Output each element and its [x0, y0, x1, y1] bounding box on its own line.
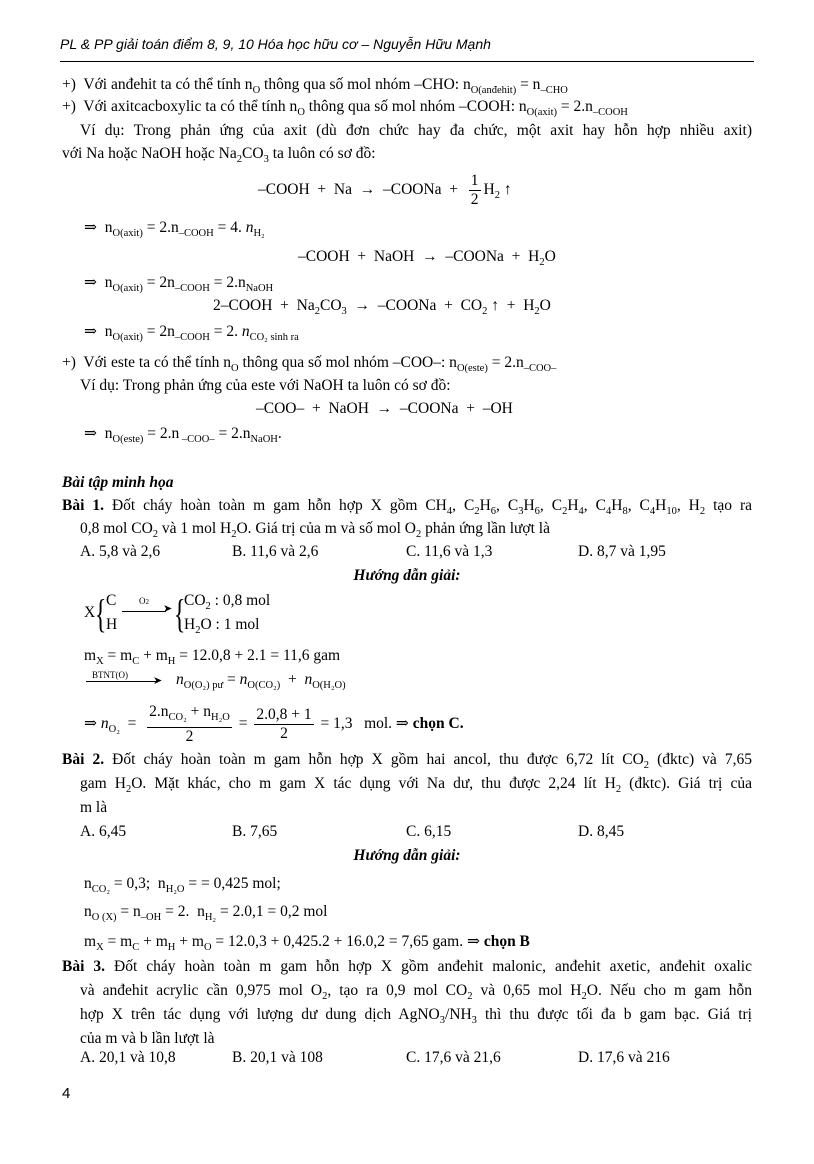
subscript: 3 — [263, 154, 269, 165]
subscript: O(este) — [112, 434, 144, 445]
text: –COOH + NaOH → –COONa + H — [298, 248, 540, 265]
text: thì thu được tối đa b gam bạc. Giá trị — [476, 1006, 752, 1023]
italic-text: n — [176, 671, 184, 688]
subscript: –COOH — [174, 332, 210, 343]
italic-text: n — [304, 671, 313, 688]
subscript: 3 — [439, 1015, 445, 1026]
text: 2.n — [149, 703, 169, 720]
text: ⇒ n — [84, 274, 113, 291]
equation-naoh — [298, 247, 556, 273]
text: = n — [516, 76, 541, 93]
text: +) Với este ta có thể tính n — [62, 354, 232, 371]
problem-2 — [62, 750, 752, 776]
text: ⇒ n — [84, 219, 113, 236]
text: của m và b lần lượt là — [80, 1030, 215, 1047]
text: –COO– + NaOH → –COONa + –OH — [256, 400, 513, 417]
text: (đktc) và 7,65 — [649, 751, 752, 768]
text: 0,8 mol CO — [80, 520, 153, 537]
text: thông qua số mol nhóm –COO–: n — [238, 354, 457, 371]
text: O. Nếu cho m gam hỗn — [586, 982, 753, 999]
text: + m — [139, 933, 168, 950]
bold-text: Bài tập minh họa — [62, 474, 174, 491]
option-a — [80, 542, 160, 562]
text: = = 0,425 mol; — [184, 875, 281, 892]
text: = 12.0,8 + 2.1 = 11,6 gam — [175, 647, 341, 664]
fraction — [254, 706, 313, 743]
fraction — [469, 172, 481, 209]
text: D. 8,45 — [578, 823, 625, 840]
option-a — [80, 822, 126, 842]
text: A. 6,45 — [80, 823, 127, 840]
subscript: 3 — [471, 1015, 477, 1026]
section-heading — [62, 473, 174, 493]
italic-text: n — [100, 715, 109, 733]
text: C. 11,6 và 1,3 — [406, 543, 493, 560]
text: , C — [539, 497, 563, 514]
subscript: 2 — [314, 306, 320, 317]
subscript: 2 — [615, 784, 622, 795]
subscript: –COOH — [592, 107, 628, 118]
text: 2 — [280, 725, 288, 742]
btnt-equation — [176, 670, 346, 696]
subscript: –COO– — [523, 363, 557, 374]
numerator — [254, 706, 313, 725]
text: C. 17,6 và 21,6 — [406, 1049, 501, 1066]
text: = 2.n — [556, 98, 593, 115]
result-na2co3 — [84, 322, 299, 348]
subscript: 10 — [666, 506, 677, 517]
subscript: 2 — [581, 991, 587, 1002]
text: với Na hoặc NaOH hoặc Na — [62, 145, 237, 162]
text: + m — [175, 933, 204, 950]
scheme-h2o: $H_2O$ : 1 mol — [184, 616, 260, 636]
bold-text: Bài 1. — [62, 497, 104, 514]
text: và anđehit acrylic cần 0,975 mol O — [80, 982, 323, 999]
text: H — [483, 181, 495, 199]
text: O — [539, 297, 551, 314]
text: D. 17,6 và 216 — [578, 1049, 670, 1066]
text: + — [280, 671, 305, 688]
subscript: O — [252, 85, 261, 96]
equation-na2co3 — [213, 296, 551, 322]
text: = 2.n — [487, 354, 524, 371]
text: B. 20,1 và 108 — [232, 1049, 323, 1066]
subscript: C — [132, 942, 140, 953]
text: CO — [319, 297, 342, 314]
subscript: 2 — [534, 306, 540, 317]
bold-text: Bài 3. — [62, 958, 106, 975]
equation-este — [256, 399, 513, 419]
scheme-reagent: O2 — [139, 596, 149, 606]
text: = — [119, 715, 145, 733]
text: 2 — [470, 191, 479, 208]
subscript: O₂ — [108, 724, 120, 736]
text: + n — [186, 703, 211, 720]
scheme-c: C — [106, 592, 117, 609]
text: → –COONa + CO — [346, 297, 483, 314]
text: + m — [139, 647, 168, 664]
subscript: 8 — [622, 506, 628, 517]
page-number: 4 — [62, 1085, 71, 1102]
text: , tạo ra 0,9 mol CO — [327, 982, 468, 999]
subscript: O (X) — [91, 912, 117, 923]
solution-heading — [0, 566, 814, 586]
text: thông qua số mol nhóm –CHO: n — [260, 76, 471, 93]
text: A. 5,8 và 2,6 — [80, 543, 161, 560]
italic-text: n — [239, 671, 248, 688]
fraction — [147, 703, 232, 746]
subscript: 2 — [236, 154, 243, 165]
subscript: 3 — [518, 506, 524, 517]
subscript: H₂ — [253, 228, 265, 239]
numerator — [147, 703, 232, 728]
text: O. Mặt khác, cho m gam X tác dụng với Na dư, thu được 2,24 lít H — [131, 775, 616, 792]
option-b — [232, 542, 318, 562]
text: = — [223, 671, 240, 688]
subscript: 2 — [482, 306, 488, 317]
option-b — [232, 822, 277, 842]
subscript: O(axit) — [112, 332, 143, 343]
problem-3-cont3 — [80, 1029, 215, 1049]
text: = 2.n — [214, 425, 251, 442]
subscript: X — [96, 942, 104, 953]
subscript: O(H₂O) — [312, 680, 346, 691]
denominator — [278, 725, 290, 743]
text: phản ứng lần lượt là — [421, 520, 550, 537]
subscript: 6 — [490, 506, 497, 517]
text: +) Với axitcacboxylic ta có thể tính n — [62, 98, 298, 115]
text: H — [655, 497, 667, 514]
text: 2 — [185, 728, 194, 745]
subscript: 2 — [125, 784, 132, 795]
header-rule — [60, 61, 754, 62]
text: = 1,3 mol. ⇒ — [316, 715, 413, 733]
subscript: 4 — [446, 506, 453, 517]
subscript: 2 — [152, 529, 159, 540]
subscript: CO₂ — [168, 712, 187, 723]
subscript: –COO– — [179, 434, 215, 445]
text: = 2. — [209, 323, 242, 340]
subscript: NaOH — [245, 283, 274, 294]
equation-na — [258, 172, 512, 209]
text: = 2.n — [142, 219, 179, 236]
text: n — [84, 875, 92, 892]
problem-3-cont — [80, 981, 752, 1007]
scheme-co2: $CO_2$ : 0,8 mol — [184, 592, 271, 612]
text: thông qua số mol nhóm –COOH: n — [304, 98, 527, 115]
subscript: H₂ — [204, 912, 217, 923]
problem-2-cont2 — [80, 798, 107, 818]
text: = m — [103, 647, 133, 664]
text: , H — [676, 497, 700, 514]
italic-text: n — [241, 323, 250, 340]
text: = n — [116, 903, 141, 920]
subscript: 2 — [562, 506, 568, 517]
text: /NH — [444, 1006, 472, 1023]
subscript: CO₂ sinh ra — [249, 332, 299, 343]
text: = m — [103, 933, 133, 950]
text: = 2.n — [209, 274, 246, 291]
subscript: CO₂ — [91, 884, 110, 895]
text: 1 — [470, 172, 479, 189]
text: , C — [452, 497, 475, 514]
line-example-axit — [80, 121, 752, 141]
text: = 2.n — [143, 425, 180, 442]
subscript: O(CO₂) — [247, 680, 281, 691]
subscript: 2 — [539, 257, 545, 268]
text: , C — [627, 497, 650, 514]
solution-2-line-2 — [84, 902, 327, 928]
text: = 2. n — [161, 903, 205, 920]
subscript: O — [297, 107, 305, 118]
text: = 0,3; n — [110, 875, 166, 892]
option-d — [578, 822, 624, 842]
subscript: 2 — [322, 991, 328, 1002]
text: tạo ra — [705, 497, 753, 514]
text: n — [84, 903, 92, 920]
subscript: H — [167, 942, 176, 953]
problem-3-cont2 — [80, 1005, 752, 1031]
btnt-label: BTNT(O) — [92, 670, 128, 680]
text: , C — [496, 497, 519, 514]
bold-text: chọn C. — [412, 715, 464, 733]
subscript: NaOH — [250, 434, 278, 445]
subscript: 2 — [699, 506, 706, 517]
subscript: 2 — [231, 529, 237, 540]
text: ↑ + H — [487, 297, 535, 314]
denominator — [469, 191, 481, 209]
scheme-x: X — [84, 604, 96, 621]
text: A. 20,1 và 10,8 — [80, 1049, 176, 1066]
subscript: O — [203, 942, 212, 953]
text: +) Với anđehit ta có thể tính n — [62, 76, 253, 93]
result-este — [84, 424, 282, 450]
subscript: –OH — [140, 912, 162, 923]
subscript: O(anđehit) — [470, 85, 517, 96]
bold-text: chọn B — [483, 933, 530, 950]
line-example-axit-2 — [62, 144, 376, 170]
text: ⇒ n — [84, 323, 113, 340]
arrow-icon — [122, 611, 166, 612]
subscript: C — [132, 656, 140, 667]
subscript: O(O₂) pư — [183, 680, 224, 691]
subscript: 2 — [643, 760, 650, 771]
text: O. Giá trị của m và số mol O — [236, 520, 416, 537]
subscript: 3 — [341, 306, 347, 317]
text: H — [523, 497, 535, 514]
btnt-arrow-icon — [86, 681, 158, 682]
option-d — [578, 542, 666, 562]
subscript: H — [167, 656, 176, 667]
text: D. 8,7 và 1,95 — [578, 543, 666, 560]
text: Đốt cháy hoàn toàn m gam hỗn hợp X gồm hai ancol, thu được 6,72 lít CO — [104, 751, 644, 768]
right-brace: { — [173, 591, 186, 636]
italic-text: n — [245, 219, 254, 236]
solution-heading — [0, 846, 814, 866]
subscript: X — [96, 656, 104, 667]
text: 2–COOH + Na — [213, 297, 315, 314]
text: ⇒ n — [84, 425, 113, 442]
subscript: O — [231, 363, 239, 374]
subscript: 2 — [494, 190, 500, 202]
text: hợp X trên tác dụng với lượng dư dung dịch AgNO — [80, 1006, 440, 1023]
problem-2-cont — [80, 774, 752, 800]
subscript: O(axit) — [526, 107, 557, 118]
text: H — [611, 497, 623, 514]
text: ↑ — [499, 181, 512, 199]
text: = — [234, 715, 252, 733]
text: m — [84, 647, 97, 664]
subscript: O(este) — [456, 363, 488, 374]
text: Đốt cháy hoàn toàn m gam hỗn hợp X gồm CH — [103, 497, 447, 514]
left-brace: { — [94, 591, 107, 636]
line-example-este — [80, 376, 451, 396]
subscript: 4 — [649, 506, 656, 517]
subscript: –COOH — [174, 283, 210, 294]
arrow-head-icon: ➤ — [163, 603, 173, 615]
line-axit — [62, 97, 628, 123]
btnt-arrowhead-icon: ➤ — [153, 675, 163, 687]
text: (đktc). Giá trị của — [621, 775, 752, 792]
text: CO — [242, 145, 264, 162]
subscript: H₂O — [165, 884, 185, 895]
numerator — [469, 172, 481, 191]
text: C. 6,15 — [406, 823, 452, 840]
final-o2 — [84, 703, 464, 746]
denominator — [184, 728, 196, 746]
text: ta luôn có sơ đồ: — [268, 145, 376, 162]
option-c — [406, 542, 492, 562]
scheme-h: H — [106, 616, 118, 633]
text: B. 7,65 — [232, 823, 278, 840]
subscript: 2 — [474, 506, 480, 517]
subscript: 2 — [415, 529, 422, 540]
text: và 0,65 mol H — [472, 982, 582, 999]
bold-text: Hướng dẫn giải: — [353, 567, 461, 584]
solution-2-line-3 — [84, 932, 530, 958]
running-header: PL & PP giải toán điểm 8, 9, 10 Hóa học hữu cơ – Nguyễn Hữu Mạnh — [60, 36, 491, 52]
text: Đốt cháy hoàn toàn m gam hỗn hợp X gồm anđehit malonic, anđehit axetic, anđehit oxalic — [105, 958, 752, 975]
bold-text: Bài 2. — [62, 751, 105, 768]
subscript: O(axit) — [112, 283, 143, 294]
subscript: 6 — [534, 506, 540, 517]
text: . — [277, 425, 282, 442]
option-a — [80, 1048, 176, 1068]
subscript: O(axit) — [112, 228, 143, 239]
text: gam H — [80, 775, 126, 792]
subscript: 4 — [578, 506, 584, 517]
text: = 12.0,3 + 0,425.2 + 16.0,2 = 7,65 gam. ⇒ — [211, 933, 484, 950]
text: –COOH + Na → –COONa + — [258, 181, 466, 199]
text: = 4. — [213, 219, 246, 236]
text: H — [479, 497, 491, 514]
solution-2-line-1 — [84, 874, 281, 900]
text: và 1 mol H — [158, 520, 232, 537]
text: B. 11,6 và 2,6 — [232, 543, 319, 560]
text: ⇒ — [84, 715, 101, 733]
text: 2.0,8 + 1 — [256, 706, 312, 723]
subscript: 4 — [605, 506, 612, 517]
option-c — [406, 1048, 501, 1068]
text: , C — [583, 497, 606, 514]
text: Ví dụ: Trong phản ứng của este với NaOH ta luôn có sơ đồ: — [80, 377, 451, 394]
subscript: H₂O — [211, 712, 230, 723]
result-na — [84, 218, 265, 244]
text: m — [84, 933, 97, 950]
bold-text: Hướng dẫn giải: — [353, 847, 461, 864]
subscript: –COOH — [178, 228, 214, 239]
text: Ví dụ: Trong phản ứng của axit (dù đơn chức hay đa chức, một axit hay hỗn hợp nhiều axit) — [80, 122, 752, 139]
text: H — [567, 497, 579, 514]
subscript: –CHO — [540, 85, 568, 96]
problem-3 — [62, 957, 752, 977]
option-c — [406, 822, 451, 842]
text: O — [544, 248, 556, 265]
option-d — [578, 1048, 670, 1068]
text: m là — [80, 799, 108, 816]
text: = 2n — [142, 274, 175, 291]
text: = 2.0,1 = 0,2 mol — [216, 903, 328, 920]
text: = 2n — [142, 323, 175, 340]
option-b — [232, 1048, 323, 1068]
subscript: 2 — [467, 991, 473, 1002]
